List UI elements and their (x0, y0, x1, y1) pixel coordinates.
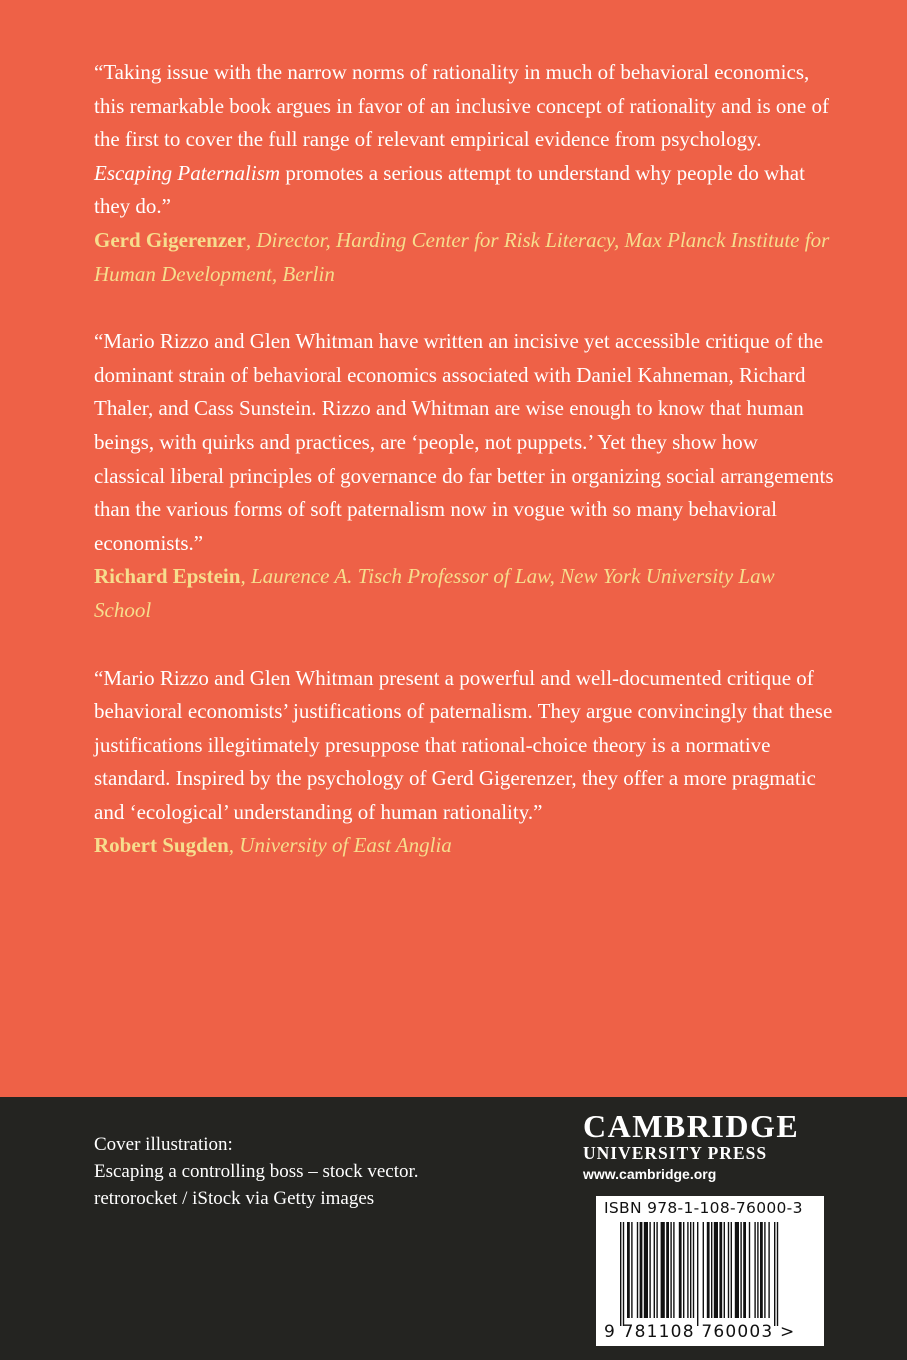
barcode-bar (760, 1222, 763, 1318)
barcode-bar (687, 1222, 688, 1318)
barcode-bar (693, 1222, 694, 1318)
barcode-bar (640, 1222, 643, 1318)
barcode-bar (703, 1222, 704, 1318)
barcode-bar (631, 1222, 632, 1318)
quote-text (94, 56, 834, 224)
barcode-bar (711, 1222, 712, 1318)
credit-line: Escaping a controlling boss – stock vector. (94, 1161, 419, 1182)
attribution (94, 829, 834, 863)
barcode-bar (719, 1222, 722, 1318)
barcode-bar (679, 1222, 682, 1318)
isbn-barcode (596, 1196, 824, 1346)
credit-line: Cover illustration: (94, 1134, 233, 1155)
endorser-name: Richard Epstein (94, 564, 241, 589)
barcode-bar (774, 1222, 775, 1326)
barcode-bar (637, 1222, 638, 1318)
barcode-bar (649, 1222, 650, 1318)
barcode-bar (757, 1222, 758, 1318)
barcode-bar (735, 1222, 739, 1318)
publisher-logo (583, 1109, 823, 1185)
publisher-url: www.cambridge.org (583, 1166, 717, 1182)
quote-text: “Mario Rizzo and Glen Whitman present a powerful and well-documented critique of behavioral economists’ justifications of paternalism. They argue convincingly that these justifications illegitimately presuppose that rational-choice theory is a normative standard. Inspired by the psychology of Gerd Gigerenzer, they offer a more pragmatic and ‘ecological’ understanding of human rationality.” (94, 665, 833, 824)
barcode-bar (683, 1222, 684, 1318)
barcode-bar (724, 1222, 725, 1318)
barcode-bar (666, 1222, 669, 1318)
barcode-bar (673, 1222, 674, 1318)
barcode-bar (764, 1222, 765, 1318)
endorsement-gigerenzer (94, 56, 834, 291)
barcode-bar (754, 1222, 755, 1318)
barcode-bar (749, 1222, 750, 1318)
quote-text-part: promotes a serious attempt to understand why people do what they do.” (94, 160, 805, 219)
attribution (94, 224, 834, 291)
barcode-bar (743, 1222, 746, 1318)
attribution (94, 560, 834, 627)
barcode-bar (644, 1222, 648, 1318)
quote-text: “Mario Rizzo and Glen Whitman have written an incisive yet accessible critique of the dominant strain of behavioral economics associated with Daniel Kahneman, Richard Thaler, and Cass Sunstein. Rizzo and Whitman are wise enough to know that human beings, with quirks and practices, are ‘people, not puppets.’ Yet they show how classical liberal principles of governance do far better in organizing social arrangements than the various forms of soft paternalism now in vogue with so many behavioral economists.” (94, 329, 834, 555)
barcode-bar (690, 1222, 691, 1318)
quote-text-part: “Taking issue with the narrow norms of rationality in much of behavioral economics, this remarkable book argues in favor of an inclusive concept of rationality and is one of the first to cover the full range of relevant empirical evidence from psychology. (94, 60, 829, 152)
barcode-bar (728, 1222, 729, 1318)
barcode-bar (620, 1222, 621, 1326)
endorsements (94, 56, 834, 897)
publisher-name: CAMBRIDGE (583, 1108, 800, 1144)
barcode-bar (627, 1222, 630, 1318)
endorser-affiliation: , Director, Harding Center for Risk Literacy, Max Planck Institute for Human Development, Berlin (94, 227, 830, 286)
endorsement-sugden (94, 662, 834, 864)
barcode-bar (768, 1222, 769, 1318)
barcode-bar (670, 1222, 671, 1318)
publisher-subname: UNIVERSITY PRESS (583, 1143, 768, 1163)
credit-line: retrorocket / iStock via Getty images (94, 1188, 375, 1209)
barcode-bar (656, 1222, 657, 1318)
footer-band (0, 1097, 907, 1360)
barcode-bar (714, 1222, 718, 1318)
barcode-bar (697, 1222, 698, 1326)
barcode-bar (654, 1222, 655, 1318)
barcode-bar (740, 1222, 741, 1318)
endorser-affiliation: , Laurence A. Tisch Professor of Law, New York University Law School (94, 564, 775, 622)
endorsement-epstein (94, 325, 834, 627)
barcode-bar (731, 1222, 732, 1318)
isbn-label: ISBN 978-1-108-76000-3 (604, 1199, 803, 1217)
barcode-bar (707, 1222, 710, 1318)
endorser-name: Robert Sugden (94, 833, 229, 858)
barcode-bar (623, 1222, 624, 1326)
book-title: Escaping Paternalism (94, 160, 281, 185)
cover-illustration-credit (94, 1131, 419, 1212)
barcode-digits: 9 781108 760003 > (604, 1322, 796, 1342)
barcode-bar (661, 1222, 665, 1318)
barcode-bar (777, 1222, 778, 1326)
endorser-name: Gerd Gigerenzer (94, 227, 246, 252)
endorser-affiliation: , University of East Anglia (228, 833, 452, 858)
